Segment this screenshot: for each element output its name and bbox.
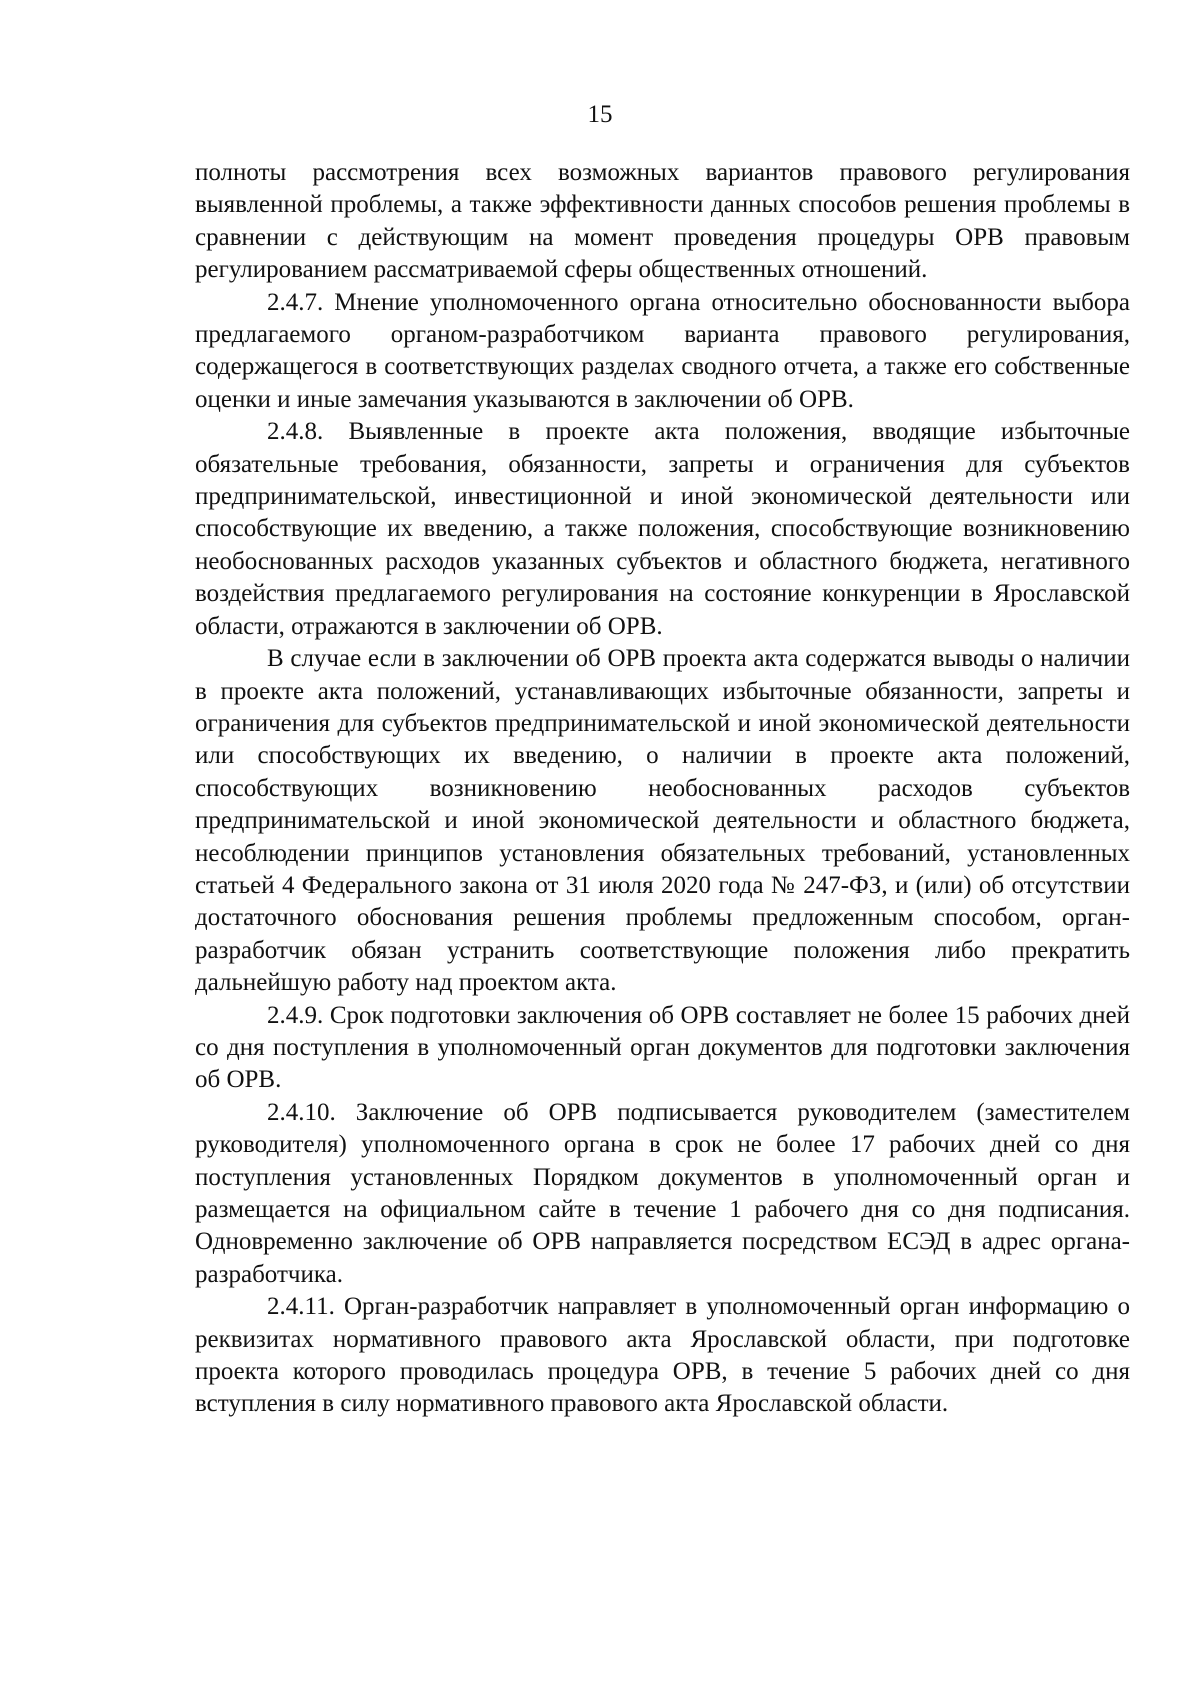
paragraph-continuation: полноты рассмотрения всех возможных вариантов правового регулирования выявленной проблемы, а также эффективности данных способов решения проблемы в сравнении с действующим на момент проведения процедуры ОРВ правовым регулированием рассматриваемой сферы общественных отношений. (195, 159, 1130, 284)
paragraph-2-4-8: 2.4.8. Выявленные в проекте акта положения, вводящие избыточные обязательные требования, обязанности, запреты и ограничения для субъектов предпринимательской, инвестиционной и иной экономической деятельности или способствующие их введению, а также положения, способствующие возникновению необоснованных расходов указанных субъектов и областного бюджета, негативного воздействия предлагаемого регулирования на состояние конкуренции в Ярославской области, отражаются в заключении об ОРВ. (195, 418, 1130, 640)
paragraph-orv-conclusion-case: В случае если в заключении об ОРВ проекта акта содержатся выводы о наличии в проекте акта положений, устанавливающих избыточные обязанности, запреты и ограничения для субъектов предпринимательской и иной экономической деятельности или способствующих их введению, о наличии в проекте акта положений, способствующих возникновению необоснованных расходов субъектов предпринимательской и иной экономической деятельности и областного бюджета, несоблюдении принципов установления обязательных требований, установленных статьей 4 Федерального закона от 31 июля 2020 года № 247-ФЗ, и (или) об отсутствии достаточного обоснования решения проблемы предложенным способом, орган-разработчик обязан устранить соответствующие положения либо прекратить дальнейшую работу над проектом акта. (195, 645, 1130, 997)
paragraph-2-4-9: 2.4.9. Срок подготовки заключения об ОРВ составляет не более 15 рабочих дней со дня поступления в уполномоченный орган документов для подготовки заключения об ОРВ. (195, 1001, 1130, 1094)
paragraph-2-4-11: 2.4.11. Орган-разработчик направляет в уполномоченный орган информацию о реквизитах нормативного правового акта Ярославской области, при подготовке проекта которого проводилась процедура ОРВ, в течение 5 рабочих дней со дня вступления в силу нормативного правового акта Ярославской области. (195, 1293, 1130, 1418)
paragraph-2-4-7: 2.4.7. Мнение уполномоченного органа относительно обоснованности выбора предлагаемого органом-разработчиком варианта правового регулирования, содержащегося в соответствующих разделах сводного отчета, а также его собственные оценки и иные замечания указываются в заключении об ОРВ. (195, 288, 1130, 413)
paragraph-2-4-10: 2.4.10. Заключение об ОРВ подписывается руководителем (заместителем руководителя) уполномоченного органа в срок не более 17 рабочих дней со дня поступления установленных Порядком документов в уполномоченный орган и размещается на официальном сайте в течение 1 рабочего дня со дня подписания. Одновременно заключение об ОРВ направляется посредством ЕСЭД в адрес органа-разработчика. (195, 1098, 1130, 1288)
page-number: 15 (587, 101, 613, 128)
document-body (195, 157, 1130, 1421)
